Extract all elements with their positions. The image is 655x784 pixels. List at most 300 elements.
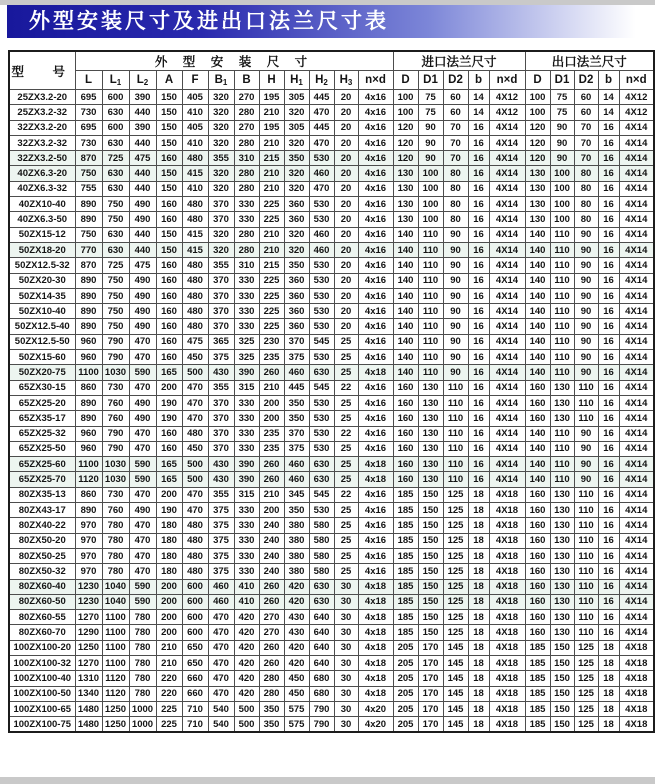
value-cell: 110 <box>550 457 574 472</box>
value-cell: 20 <box>334 227 358 242</box>
value-cell: 160 <box>525 610 550 625</box>
value-cell: 630 <box>102 242 129 257</box>
value-cell: 365 <box>208 334 234 349</box>
value-cell: 90 <box>443 304 468 319</box>
value-cell: 140 <box>393 334 418 349</box>
value-cell: 16 <box>598 350 619 365</box>
value-cell: 100 <box>525 90 550 105</box>
model-cell: 100ZX100-20 <box>9 640 75 655</box>
value-cell: 110 <box>574 564 598 579</box>
value-cell: 4x18 <box>358 365 393 380</box>
value-cell: 130 <box>550 380 574 395</box>
value-cell: 4X14 <box>489 120 525 135</box>
value-cell: 200 <box>156 487 182 502</box>
value-cell: 360 <box>284 197 309 212</box>
value-cell: 280 <box>234 135 259 150</box>
value-cell: 260 <box>259 579 284 594</box>
value-cell: 160 <box>525 518 550 533</box>
value-cell: 4x18 <box>358 671 393 686</box>
value-cell: 540 <box>208 701 234 716</box>
value-cell: 640 <box>309 625 334 640</box>
value-cell: 4x18 <box>358 579 393 594</box>
value-cell: 355 <box>208 380 234 395</box>
value-cell: 185 <box>393 503 418 518</box>
value-cell: 16 <box>598 365 619 380</box>
value-cell: 130 <box>550 395 574 410</box>
value-cell: 4X14 <box>489 350 525 365</box>
value-cell: 16 <box>468 395 489 410</box>
value-cell: 330 <box>234 411 259 426</box>
value-cell: 20 <box>334 151 358 166</box>
value-cell: 470 <box>208 671 234 686</box>
value-cell: 150 <box>418 487 443 502</box>
value-cell: 440 <box>129 242 156 257</box>
table-row <box>9 350 654 365</box>
value-cell: 235 <box>259 350 284 365</box>
model-cell: 65ZX35-17 <box>9 411 75 426</box>
value-cell: 4X18 <box>619 640 654 655</box>
value-cell: 890 <box>75 288 102 303</box>
value-cell: 18 <box>598 701 619 716</box>
table-row <box>9 90 654 105</box>
value-cell: 90 <box>574 457 598 472</box>
column-header: L <box>75 71 102 90</box>
table-row <box>9 258 654 273</box>
value-cell: 4X14 <box>619 151 654 166</box>
value-cell: 16 <box>468 166 489 181</box>
model-cell: 80ZX35-13 <box>9 487 75 502</box>
value-cell: 205 <box>393 686 418 701</box>
value-cell: 185 <box>393 610 418 625</box>
value-cell: 355 <box>208 258 234 273</box>
value-cell: 16 <box>598 594 619 609</box>
value-cell: 18 <box>468 610 489 625</box>
model-cell: 50ZX15-60 <box>9 350 75 365</box>
value-cell: 280 <box>234 166 259 181</box>
value-cell: 4x16 <box>358 503 393 518</box>
value-cell: 16 <box>468 181 489 196</box>
value-cell: 460 <box>284 457 309 472</box>
value-cell: 630 <box>309 594 334 609</box>
value-cell: 410 <box>234 579 259 594</box>
value-cell: 4x16 <box>358 441 393 456</box>
value-cell: 150 <box>156 135 182 150</box>
value-cell: 375 <box>208 533 234 548</box>
value-cell: 350 <box>284 411 309 426</box>
value-cell: 150 <box>418 518 443 533</box>
value-cell: 305 <box>284 90 309 105</box>
value-cell: 125 <box>574 655 598 670</box>
value-cell: 125 <box>443 610 468 625</box>
value-cell: 130 <box>550 487 574 502</box>
value-cell: 110 <box>550 441 574 456</box>
value-cell: 500 <box>182 457 208 472</box>
value-cell: 1100 <box>102 655 129 670</box>
value-cell: 90 <box>550 135 574 150</box>
value-cell: 480 <box>182 258 208 273</box>
value-cell: 150 <box>418 503 443 518</box>
value-cell: 16 <box>468 472 489 487</box>
model-cell: 80ZX60-55 <box>9 610 75 625</box>
value-cell: 130 <box>393 166 418 181</box>
value-cell: 730 <box>75 135 102 150</box>
value-cell: 680 <box>309 671 334 686</box>
value-cell: 355 <box>208 151 234 166</box>
value-cell: 90 <box>574 334 598 349</box>
value-cell: 4X14 <box>619 135 654 150</box>
value-cell: 110 <box>550 304 574 319</box>
value-cell: 110 <box>550 334 574 349</box>
value-cell: 90 <box>574 258 598 273</box>
column-group-inlet: 进口法兰尺寸 <box>393 51 525 71</box>
value-cell: 4X18 <box>489 717 525 732</box>
value-cell: 470 <box>129 380 156 395</box>
value-cell: 110 <box>574 610 598 625</box>
value-cell: 460 <box>309 166 334 181</box>
value-cell: 4x18 <box>358 686 393 701</box>
value-cell: 1480 <box>75 701 102 716</box>
value-cell: 860 <box>75 487 102 502</box>
value-cell: 450 <box>284 671 309 686</box>
value-cell: 210 <box>156 655 182 670</box>
value-cell: 780 <box>129 671 156 686</box>
value-cell: 630 <box>102 105 129 120</box>
value-cell: 4X14 <box>619 395 654 410</box>
value-cell: 4X18 <box>619 686 654 701</box>
value-cell: 960 <box>75 441 102 456</box>
value-cell: 270 <box>259 625 284 640</box>
value-cell: 4X14 <box>619 472 654 487</box>
value-cell: 4X14 <box>489 181 525 196</box>
value-cell: 140 <box>525 457 550 472</box>
value-cell: 150 <box>156 90 182 105</box>
value-cell: 4x16 <box>358 411 393 426</box>
value-cell: 18 <box>598 671 619 686</box>
value-cell: 330 <box>234 319 259 334</box>
value-cell: 500 <box>182 365 208 380</box>
value-cell: 60 <box>443 105 468 120</box>
value-cell: 16 <box>468 350 489 365</box>
value-cell: 4x18 <box>358 457 393 472</box>
value-cell: 90 <box>418 120 443 135</box>
value-cell: 160 <box>156 319 182 334</box>
value-cell: 30 <box>334 640 358 655</box>
column-header: D2 <box>574 71 598 90</box>
value-cell: 530 <box>309 503 334 518</box>
value-cell: 120 <box>393 151 418 166</box>
value-cell: 460 <box>208 579 234 594</box>
value-cell: 695 <box>75 90 102 105</box>
value-cell: 125 <box>443 579 468 594</box>
value-cell: 530 <box>309 411 334 426</box>
value-cell: 25 <box>334 564 358 579</box>
value-cell: 575 <box>284 717 309 732</box>
model-cell: 100ZX100-75 <box>9 717 75 732</box>
value-cell: 4X18 <box>489 594 525 609</box>
value-cell: 890 <box>75 304 102 319</box>
value-cell: 160 <box>393 411 418 426</box>
value-cell: 200 <box>259 503 284 518</box>
value-cell: 14 <box>468 90 489 105</box>
value-cell: 4X14 <box>619 503 654 518</box>
value-cell: 195 <box>259 90 284 105</box>
value-cell: 490 <box>129 273 156 288</box>
value-cell: 30 <box>334 579 358 594</box>
value-cell: 445 <box>309 120 334 135</box>
value-cell: 60 <box>574 105 598 120</box>
model-cell: 80ZX50-32 <box>9 564 75 579</box>
value-cell: 110 <box>574 548 598 563</box>
value-cell: 4X14 <box>489 151 525 166</box>
value-cell: 100 <box>418 166 443 181</box>
value-cell: 160 <box>393 441 418 456</box>
value-cell: 130 <box>550 579 574 594</box>
value-cell: 370 <box>208 212 234 227</box>
value-cell: 450 <box>284 686 309 701</box>
value-cell: 870 <box>75 258 102 273</box>
value-cell: 25 <box>334 518 358 533</box>
value-cell: 500 <box>182 472 208 487</box>
value-cell: 4X14 <box>619 319 654 334</box>
value-cell: 4X14 <box>619 625 654 640</box>
table-row <box>9 319 654 334</box>
value-cell: 730 <box>75 105 102 120</box>
value-cell: 16 <box>468 288 489 303</box>
model-cell: 50ZX10-40 <box>9 304 75 319</box>
value-cell: 4X14 <box>619 273 654 288</box>
value-cell: 25 <box>334 441 358 456</box>
value-cell: 1270 <box>75 655 102 670</box>
value-cell: 25 <box>334 548 358 563</box>
value-cell: 110 <box>418 288 443 303</box>
value-cell: 1040 <box>102 594 129 609</box>
value-cell: 70 <box>443 135 468 150</box>
table-row <box>9 533 654 548</box>
value-cell: 16 <box>598 197 619 212</box>
value-cell: 80 <box>443 166 468 181</box>
value-cell: 140 <box>525 441 550 456</box>
value-cell: 780 <box>129 610 156 625</box>
table-row <box>9 242 654 257</box>
value-cell: 790 <box>309 701 334 716</box>
value-cell: 150 <box>550 640 574 655</box>
value-cell: 330 <box>234 304 259 319</box>
value-cell: 500 <box>234 717 259 732</box>
value-cell: 4x16 <box>358 227 393 242</box>
value-cell: 420 <box>234 655 259 670</box>
value-cell: 140 <box>393 350 418 365</box>
value-cell: 4X14 <box>489 197 525 212</box>
value-cell: 1120 <box>102 671 129 686</box>
value-cell: 4X18 <box>489 533 525 548</box>
value-cell: 470 <box>208 640 234 655</box>
column-header: H <box>259 71 284 90</box>
value-cell: 240 <box>259 518 284 533</box>
value-cell: 18 <box>468 717 489 732</box>
value-cell: 4X14 <box>619 564 654 579</box>
value-cell: 16 <box>468 411 489 426</box>
value-cell: 90 <box>574 227 598 242</box>
value-cell: 4X14 <box>489 441 525 456</box>
value-cell: 470 <box>129 564 156 579</box>
value-cell: 750 <box>102 197 129 212</box>
model-cell: 32ZX3.2-20 <box>9 120 75 135</box>
value-cell: 4x18 <box>358 655 393 670</box>
value-cell: 280 <box>259 686 284 701</box>
model-cell: 80ZX43-17 <box>9 503 75 518</box>
value-cell: 4X18 <box>489 610 525 625</box>
value-cell: 150 <box>550 671 574 686</box>
value-cell: 160 <box>156 258 182 273</box>
value-cell: 205 <box>393 640 418 655</box>
value-cell: 4X14 <box>489 304 525 319</box>
value-cell: 170 <box>418 655 443 670</box>
value-cell: 18 <box>468 701 489 716</box>
value-cell: 235 <box>259 426 284 441</box>
value-cell: 4X14 <box>489 395 525 410</box>
value-cell: 4X14 <box>619 166 654 181</box>
column-header: A <box>156 71 182 90</box>
value-cell: 4X18 <box>489 655 525 670</box>
value-cell: 420 <box>284 579 309 594</box>
value-cell: 16 <box>598 579 619 594</box>
value-cell: 20 <box>334 212 358 227</box>
value-cell: 790 <box>102 350 129 365</box>
value-cell: 440 <box>129 105 156 120</box>
value-cell: 16 <box>598 426 619 441</box>
value-cell: 130 <box>550 503 574 518</box>
value-cell: 530 <box>309 258 334 273</box>
value-cell: 470 <box>309 105 334 120</box>
value-cell: 4X14 <box>489 334 525 349</box>
value-cell: 16 <box>468 135 489 150</box>
value-cell: 235 <box>259 441 284 456</box>
value-cell: 90 <box>443 273 468 288</box>
value-cell: 4X14 <box>489 258 525 273</box>
value-cell: 100 <box>393 105 418 120</box>
value-cell: 4X14 <box>619 304 654 319</box>
value-cell: 16 <box>468 380 489 395</box>
table-row <box>9 273 654 288</box>
value-cell: 330 <box>234 548 259 563</box>
value-cell: 780 <box>129 625 156 640</box>
value-cell: 16 <box>468 212 489 227</box>
value-cell: 330 <box>234 212 259 227</box>
value-cell: 4X14 <box>489 227 525 242</box>
value-cell: 330 <box>234 426 259 441</box>
value-cell: 1250 <box>75 640 102 655</box>
value-cell: 280 <box>234 242 259 257</box>
value-cell: 530 <box>309 441 334 456</box>
value-cell: 20 <box>334 319 358 334</box>
value-cell: 470 <box>208 610 234 625</box>
value-cell: 90 <box>550 151 574 166</box>
value-cell: 150 <box>550 701 574 716</box>
value-cell: 1340 <box>75 686 102 701</box>
value-cell: 480 <box>182 426 208 441</box>
value-cell: 110 <box>574 487 598 502</box>
value-cell: 445 <box>309 90 334 105</box>
value-cell: 1100 <box>102 625 129 640</box>
value-cell: 100 <box>550 212 574 227</box>
value-cell: 30 <box>334 655 358 670</box>
value-cell: 185 <box>525 655 550 670</box>
value-cell: 160 <box>156 288 182 303</box>
value-cell: 25 <box>334 365 358 380</box>
value-cell: 160 <box>156 212 182 227</box>
value-cell: 16 <box>598 472 619 487</box>
value-cell: 110 <box>550 426 574 441</box>
value-cell: 410 <box>182 135 208 150</box>
value-cell: 320 <box>208 120 234 135</box>
value-cell: 110 <box>443 441 468 456</box>
value-cell: 420 <box>284 655 309 670</box>
value-cell: 280 <box>259 671 284 686</box>
table-row <box>9 197 654 212</box>
value-cell: 430 <box>208 457 234 472</box>
value-cell: 4X18 <box>619 655 654 670</box>
value-cell: 530 <box>309 273 334 288</box>
column-header: b <box>468 71 489 90</box>
value-cell: 970 <box>75 518 102 533</box>
value-cell: 18 <box>468 548 489 563</box>
value-cell: 1480 <box>75 717 102 732</box>
value-cell: 1310 <box>75 671 102 686</box>
value-cell: 14 <box>468 105 489 120</box>
value-cell: 160 <box>393 472 418 487</box>
value-cell: 4X14 <box>619 579 654 594</box>
value-cell: 470 <box>182 411 208 426</box>
value-cell: 380 <box>284 564 309 579</box>
value-cell: 225 <box>259 273 284 288</box>
value-cell: 590 <box>129 365 156 380</box>
table-row <box>9 395 654 410</box>
value-cell: 415 <box>182 227 208 242</box>
value-cell: 4X14 <box>619 380 654 395</box>
value-cell: 530 <box>309 395 334 410</box>
value-cell: 90 <box>574 441 598 456</box>
value-cell: 150 <box>156 166 182 181</box>
value-cell: 60 <box>574 90 598 105</box>
value-cell: 16 <box>468 457 489 472</box>
value-cell: 110 <box>550 273 574 288</box>
value-cell: 360 <box>284 304 309 319</box>
value-cell: 890 <box>75 395 102 410</box>
value-cell: 480 <box>182 518 208 533</box>
value-cell: 415 <box>182 166 208 181</box>
value-cell: 225 <box>259 288 284 303</box>
value-cell: 16 <box>598 181 619 196</box>
value-cell: 225 <box>259 304 284 319</box>
value-cell: 160 <box>525 594 550 609</box>
model-cell: 50ZX20-30 <box>9 273 75 288</box>
value-cell: 4X14 <box>489 135 525 150</box>
value-cell: 430 <box>284 625 309 640</box>
value-cell: 110 <box>443 411 468 426</box>
value-cell: 790 <box>102 426 129 441</box>
value-cell: 220 <box>156 686 182 701</box>
value-cell: 140 <box>525 242 550 257</box>
value-cell: 125 <box>574 701 598 716</box>
value-cell: 125 <box>443 487 468 502</box>
value-cell: 110 <box>418 334 443 349</box>
value-cell: 590 <box>129 472 156 487</box>
value-cell: 490 <box>129 288 156 303</box>
value-cell: 490 <box>129 304 156 319</box>
value-cell: 100 <box>418 181 443 196</box>
value-cell: 750 <box>102 288 129 303</box>
value-cell: 660 <box>182 671 208 686</box>
